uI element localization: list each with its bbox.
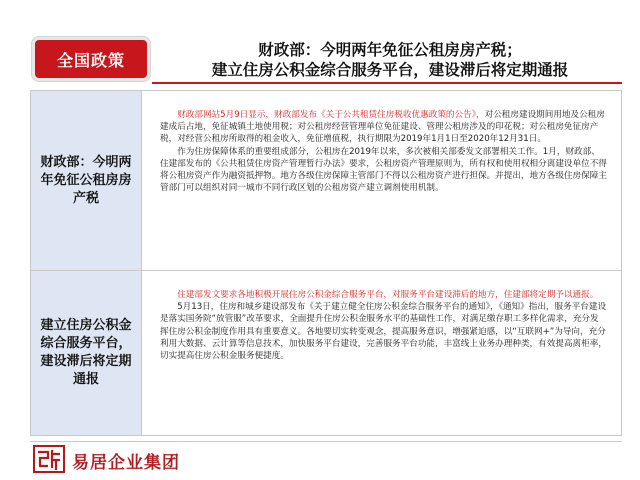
row-content xyxy=(141,91,621,270)
page-title xyxy=(160,40,620,80)
section-badge: 全国政策 xyxy=(32,37,150,81)
policy-table xyxy=(30,90,622,436)
row-label xyxy=(31,91,141,270)
title-line-2: 建立住房公积金综合服务平台，建设滞后将定期通报 xyxy=(211,61,569,79)
row-label-text: 财政部：今明两年免征公租房房产税 xyxy=(40,154,132,206)
company-name: 易居企业集团 xyxy=(72,453,180,473)
highlight-text: 财政部网站5月9日显示，财政部发布《关于公共租赁住房税收优惠政策的公告》， xyxy=(177,110,485,120)
row-paragraph: 作为住房保障体系的重要组成部分，公租房在2019年以来，多次被相关部委发文部署相关工作。1月，财政部、住建部发布的《公共租赁住房资产管理暂行办法》要求，公租房资产管理原则为，所有权和使用权相分离建设单位不得将公租房资产作为融资抵押物。地方各级住房保障主管部门不得以公租房资产进行担保。并提出，地方各级住房保障主管部门可以组织对同一城市不同行政区划的公租房资产建立调剂使用机制。 xyxy=(160,146,607,194)
header-divider xyxy=(152,82,622,84)
row-content xyxy=(141,271,621,435)
footer-divider xyxy=(30,441,622,442)
highlight-text: 住建部发文要求各地积极开展住房公积金综合服务平台，对服务平台建设滞后的地方，住建部将定期予以通报。 xyxy=(177,290,599,300)
table-row xyxy=(31,91,621,271)
body-text: 对公租房建设期间用地及公租房建成后占地，免征城镇土地使用税；对公租房经营管理单位免征建设、管理公租房涉及的印花税；对公租房免征房产税，对经营公租房所取得的租金收入，免征增值税，执行期限为2019年1月1日至2020年12月31日。 xyxy=(160,110,605,145)
row-paragraph xyxy=(160,109,607,146)
table-row xyxy=(31,271,621,435)
title-line-1: 财政部：今明两年免征公租房房产税； xyxy=(258,41,522,59)
row-label xyxy=(31,271,141,435)
company-logo-icon xyxy=(32,444,66,474)
row-label-text: 建立住房公积金综合服务平台，建设滞后将定期通报 xyxy=(40,318,132,387)
row-paragraph: 5月13日，住房和城乡建设部发布《关于建立健全住房公积金综合服务平台的通知》，《通知》指出，服务平台建设是落实国务院“放管服”改革要求，全面提升住房公积金服务水平的基础性工作，对满足缴存职工多样化需求，充分发挥住房公积金制度作用具有重要意义。各地要切实转变观念，提高服务意识，增强紧迫感，以“互联网+”为导向，充分利用大数据、云计算等信息技术，加快服务平台建设，完善服务平台功能，丰富线上业务办理种类，有效提高离柜率，切实提高住房公积金服务便捷度。 xyxy=(160,302,607,362)
